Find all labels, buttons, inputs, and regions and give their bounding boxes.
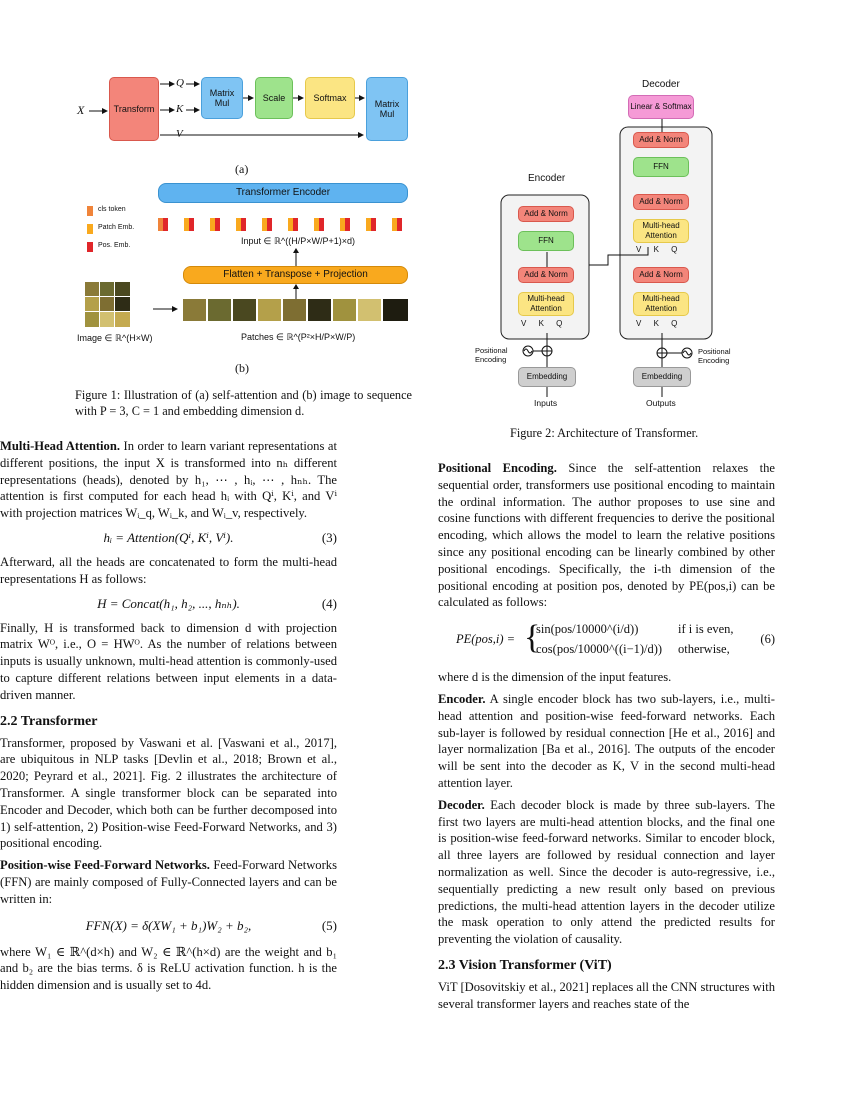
after-paragraph: Afterward, all the heads are concatenated to form the multi-head representations H as follows: <box>0 554 337 586</box>
decoder-q-2: Q <box>671 245 678 254</box>
decoder-paragraph <box>438 797 775 948</box>
flatten-box: Flatten + Transpose + Projection <box>183 266 408 284</box>
token-6 <box>314 218 324 231</box>
section-2-3-heading: 2.3 Vision Transformer (ViT) <box>438 957 612 973</box>
arrow-up-1 <box>291 248 301 268</box>
figure-1a <box>75 70 415 180</box>
eq4-number: (4) <box>321 595 337 611</box>
encoder-embedding: Embedding <box>518 367 576 387</box>
encoder-title: Encoder <box>528 173 566 184</box>
token-3 <box>236 218 246 231</box>
eq3-body: hᵢ = Attention(Qⁱ, Kⁱ, Vⁱ). <box>103 529 234 545</box>
decoder-add-norm-1: Add & Norm <box>633 267 689 283</box>
decoder-embedding: Embedding <box>633 367 691 387</box>
encoder-ffn: FFN <box>518 231 574 251</box>
legend-patch-label: Patch Emb. <box>98 224 135 231</box>
where-paragraph: where W₁ ∈ ℝ^(d×h) and W₂ ∈ ℝ^(h×d) are the weight and b₁ and b₂ are the bias terms. δ is ReLU activation function. h is the hidden dimension and is usually set to 4d. <box>0 944 337 993</box>
decoder-add-norm-2: Add & Norm <box>633 194 689 210</box>
encoder-paragraph <box>438 691 775 792</box>
patch-strip <box>183 299 408 321</box>
token-sequence-svg <box>158 218 408 232</box>
legend-cls <box>87 205 247 219</box>
eq6-brace: { <box>524 619 541 657</box>
equation-4 <box>0 592 337 616</box>
decoder-mha-1: Multi-head Attention <box>633 292 689 316</box>
patch-strip-svg <box>183 299 408 321</box>
eq6-line1: sin(pos/10000^(i/d)) <box>536 622 639 637</box>
encoder-add-norm-1: Add & Norm <box>518 267 574 283</box>
figure-2 <box>470 75 770 420</box>
q-label: Q <box>176 77 184 89</box>
token-5 <box>288 218 298 231</box>
token-2 <box>210 218 220 231</box>
v-label: V <box>176 128 183 140</box>
decoder-q-1: Q <box>671 319 678 328</box>
token-9 <box>392 218 402 231</box>
figure-1-caption: Figure 1: Illustration of (a) self-attention and (b) image to sequence with P = 3, C = 1 and embedding dimension d. <box>75 388 412 418</box>
figure-1b <box>75 180 415 380</box>
ffn-paragraph <box>0 857 337 907</box>
legend-cls-swatch <box>87 206 93 216</box>
decoder-v-1: V <box>636 319 642 328</box>
input-image <box>85 282 130 327</box>
decoder-vkq-1 <box>636 319 692 328</box>
equation-5 <box>0 914 337 938</box>
eq6-cond2: otherwise, <box>678 642 730 657</box>
decoder-heading: Decoder. <box>438 797 485 812</box>
encoder-pos-enc-label: Positional Encoding <box>475 346 508 364</box>
legend-pos-swatch <box>87 242 93 252</box>
softmax-box: Softmax <box>305 77 355 119</box>
inputs-label: Inputs <box>534 398 558 408</box>
eq6-number: (6) <box>760 632 775 647</box>
eq6-cond1: if i is even, <box>678 622 734 637</box>
image-dim-label: Image ∈ ℝ^(H×W) <box>77 333 153 343</box>
token-4 <box>262 218 272 231</box>
token-cls <box>158 218 168 231</box>
pe-paragraph <box>438 460 775 611</box>
token-sequence <box>158 218 408 232</box>
eq6-lhs: PE(pos,i) = <box>456 632 516 647</box>
decoder-mha-2: Multi-head Attention <box>633 219 689 243</box>
matmul2-box: Matrix Mul <box>366 77 408 141</box>
legend-cls-label: cls token <box>98 206 126 213</box>
encoder-k: K <box>538 319 544 328</box>
encoder-mha: Multi-head Attention <box>518 292 574 316</box>
decoder-pos-enc-label: Positional Encoding <box>698 347 731 365</box>
decoder-ffn: FFN <box>633 157 689 177</box>
arrow-right <box>153 304 179 314</box>
encoder-add-norm-2: Add & Norm <box>518 206 574 222</box>
token-7 <box>340 218 350 231</box>
decoder-title: Decoder <box>642 79 680 90</box>
figure-2-caption: Figure 2: Architecture of Transformer. <box>510 426 699 440</box>
finally-paragraph: Finally, H is transformed back to dimension d with projection matrix Wᴼ, i.e., O = HWᴼ. As the number of relations between inputs is usually unknown, multi-head attention is commonly-used to capture different relations between input elements in a data-driven manner. <box>0 620 337 702</box>
transformer-encoder-box: Transformer Encoder <box>158 183 408 203</box>
eq5-body: FFN(X) = δ(XW₁ + b₁)W₂ + b₂, <box>85 917 252 933</box>
legend-pos-label: Pos. Emb. <box>98 242 131 249</box>
encoder-v: V <box>521 319 527 328</box>
equation-6 <box>438 619 775 663</box>
section-2-2-heading: 2.2 Transformer <box>0 713 98 729</box>
decoder-vkq-2 <box>636 245 692 254</box>
mha-heading: Multi-Head Attention. <box>0 439 121 453</box>
input-image-svg <box>85 282 130 327</box>
pe-text: Since the self-attention relaxes the sequential order, transformers use positional encoding to maintain the ordinal information. The author proposes to use sine and cosine functions with different frequencies to derive the positional encoding, which allows the model to learn the relative positions since any positional encoding can be linearly combined by other positional encodings. Specifically, the i-th dimension of the positional encoding at position pos, denoted by PE(pos,i) can be calculated as follows: <box>438 461 775 610</box>
figure-2-frames <box>470 75 770 420</box>
k-label: K <box>176 103 184 115</box>
eq5-number: (5) <box>321 917 337 933</box>
eq3-number: (3) <box>321 529 337 545</box>
ffn-text: Feed-Forward Networks (FFN) are mainly composed of Fully-Connected layers and can be written in: <box>0 858 337 906</box>
fig1b-sublabel: (b) <box>235 361 249 375</box>
mha-text: In order to learn variant representations at different positions, the input X is transformed into nₕ different representations (heads), denoted by h₁, ⋯ , hᵢ, ⋯ , hₙₕ. The attention is first computed for each head hᵢ with Qⁱ, Kⁱ, and Vⁱ with projection matrices Wᵢ_q, Wᵢ_k, and Wᵢ_v, respectively. <box>0 439 337 521</box>
legend-pos <box>87 241 247 255</box>
input-dim-label: Input ∈ ℝ^((H/P×W/P+1)×d) <box>241 236 355 246</box>
mha-paragraph <box>0 438 337 522</box>
token-1 <box>184 218 194 231</box>
fig1a-sublabel: (a) <box>235 162 249 176</box>
pe-heading: Positional Encoding. <box>438 461 557 475</box>
where-d-paragraph: where d is the dimension of the input features. <box>438 670 672 685</box>
right-column <box>438 460 775 1013</box>
encoder-q: Q <box>556 319 563 328</box>
legend-patch-swatch <box>87 224 93 234</box>
left-column <box>0 438 337 994</box>
matmul1-box: Matrix Mul <box>201 77 243 119</box>
decoder-add-norm-3: Add & Norm <box>633 132 689 148</box>
input-x-label: X <box>77 103 85 117</box>
encoder-heading: Encoder. <box>438 691 486 706</box>
encoder-text: A single encoder block has two sub-layers, i.e., multi-head attention and position-wise feed-forward networks. Each sub-layer is followed by residual connection [He et al., 2016] and layer normalization [Ba et al., 2016]. The outputs of the encoder will be sent into the decoder as K, V in the second multi-head attention layer. <box>438 691 775 790</box>
eq4-body: H = Concat(h₁, h₂, ..., hₙₕ). <box>97 595 240 611</box>
decoder-text: Each decoder block is made by three sub-layers. The first two layers are multi-head attention blocks, and the final one is position-wise feed-forward networks. Similar to encoder block, all three layers are followed by residual connection and layer normalization as well. Since the decoder is auto-regressive, i.e., sequentially predicting a new result only based on previous predictions, the multi-head attention layers in the decoder utilize the mask operation to only attend the predicted results for preventing the violation of causality. <box>438 797 775 947</box>
vit-paragraph: ViT [Dosovitskiy et al., 2021] replaces all the CNN structures with several transformer layers and reaches state of the <box>438 979 775 1011</box>
eq6-line2: cos(pos/10000^((i−1)/d)) <box>536 642 663 657</box>
decoder-v-2: V <box>636 245 642 254</box>
equation-3 <box>0 526 337 550</box>
ffn-heading: Position-wise Feed-Forward Networks. <box>0 858 210 873</box>
transform-box: Transform <box>109 77 159 141</box>
encoder-vkq <box>521 319 577 328</box>
transformer-paragraph: Transformer, proposed by Vaswani et al. [Vaswani et al., 2017], are ubiquitous in NLP tasks [Devlin et al., 2018; Brown et al., 2020; Peyrard et al., 2021]. Fig. 2 illustrates the architecture of Transformer. A single transformer block can be separated into Encoder and Decoder, which both can be further decomposed into 1) self-attention, 2) Position-wise Feed-Forward Networks, and 3) positional encoding. <box>0 735 337 851</box>
token-8 <box>366 218 376 231</box>
decoder-k-1: K <box>653 319 659 328</box>
decoder-k-2: K <box>653 245 659 254</box>
linear-softmax-box: Linear & Softmax <box>628 95 694 119</box>
patches-dim-label: Patches ∈ ℝ^(P²×H/P×W/P) <box>241 332 356 342</box>
outputs-label: Outputs <box>646 398 676 408</box>
scale-box: Scale <box>255 77 293 119</box>
